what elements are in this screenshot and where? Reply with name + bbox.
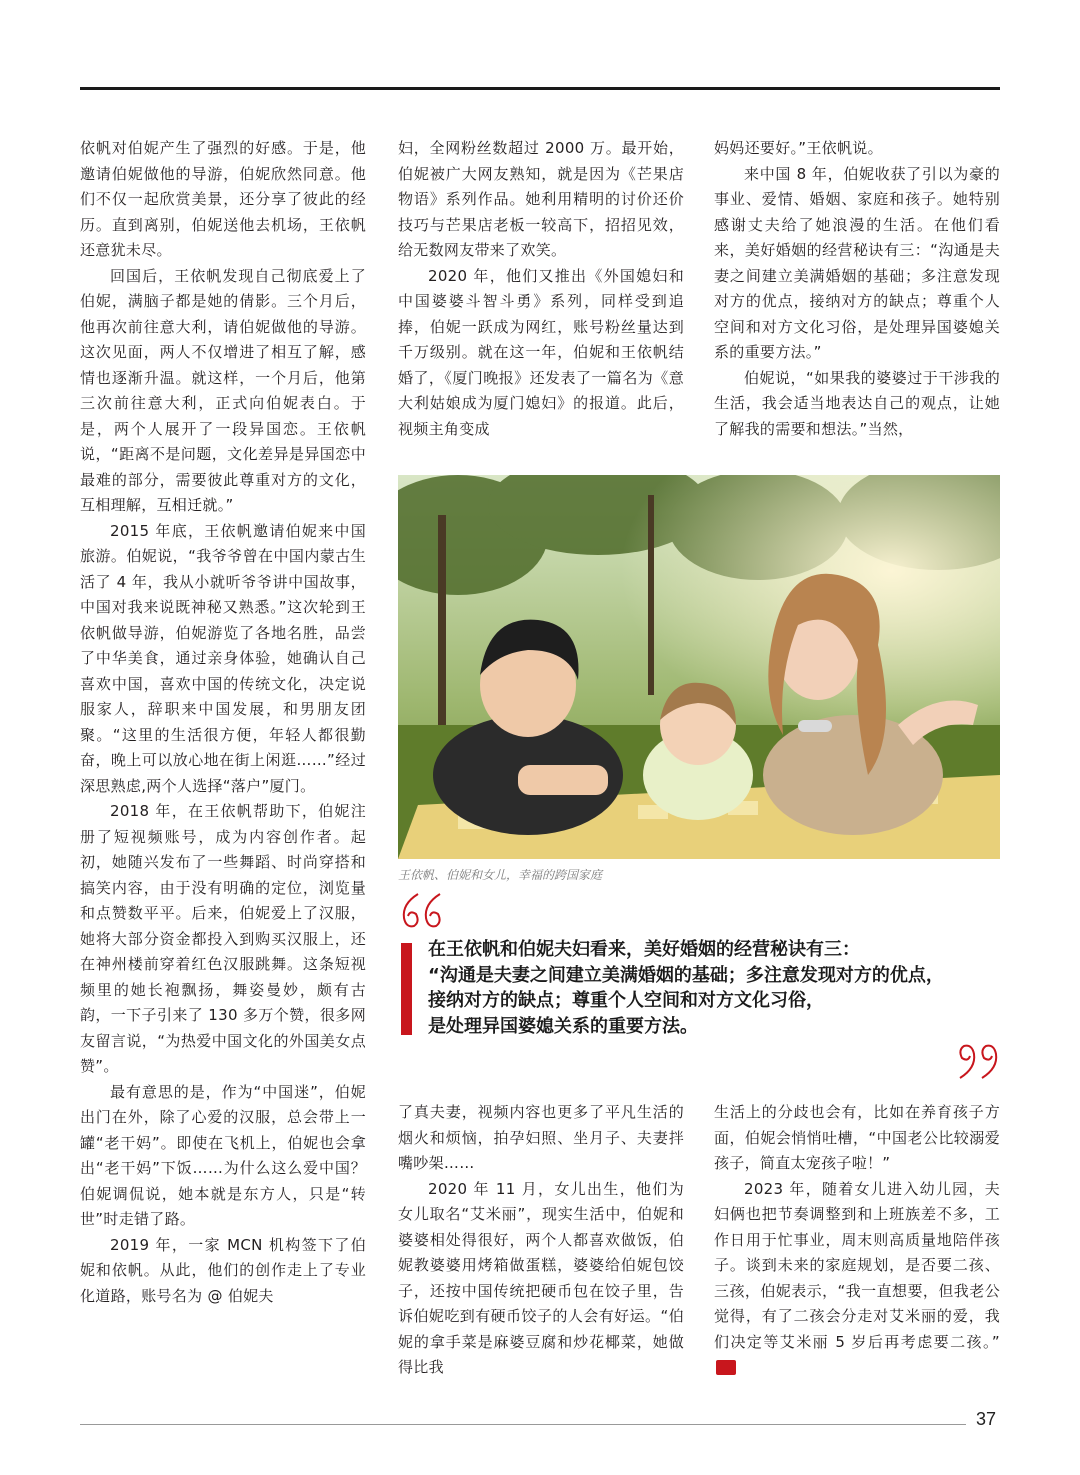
article-column-right-bottom bbox=[714, 1100, 1000, 1381]
article-paragraph: 伯妮说，“如果我的婆婆过于干涉我的生活，我会适当地表达自己的观点，让她了解我的需要和想法。”当然， bbox=[714, 368, 1000, 438]
article-paragraph: 生活上的分歧也会有，比如在养育孩子方面，伯妮会悄悄吐槽，“中国老公比较溺爱孩子，简直太宠孩子啦！” bbox=[714, 1103, 1000, 1172]
article-column-right-top bbox=[714, 136, 1000, 442]
end-mark-icon: m bbox=[716, 1360, 736, 1375]
article-paragraph: 来中国 8 年，伯妮收获了引以为豪的事业、爱情、婚姻、家庭和孩子。她特别感谢丈夫给了她浪漫的生活。在他们看来，美好婚姻的经营秘诀有三：“沟通是夫妻之间建立美满婚姻的基础；多注意发现对方的优点，接纳对方的缺点；尊重个人空间和对方文化习俗，是处理异国婆媳关系的重要方法。” bbox=[714, 164, 1000, 361]
page-number: 37 bbox=[976, 1409, 997, 1429]
photo-caption: 王依帆、伯妮和女儿，幸福的跨国家庭 bbox=[398, 868, 603, 882]
article-paragraph: 妇，全网粉丝数超过 2000 万。最开始，伯妮被广大网友熟知，就是因为《芒果店物语》系列作品。她利用精明的讨价还价技巧与芒果店老板一较高下，招招见效，给无数网友带来了欢笑。 bbox=[398, 139, 684, 259]
pull-quote-accent-bar bbox=[401, 943, 412, 1035]
pull-quote bbox=[428, 937, 1008, 1039]
article-column-left bbox=[80, 136, 366, 1309]
pull-quote-line: 在王依帆和伯妮夫妇看来，美好婚姻的经营秘诀有三： bbox=[428, 939, 860, 960]
article-paragraph: 2020 年，他们又推出《外国媳妇和中国婆婆斗智斗勇》系列，同样受到追捧，伯妮一跃成为网红，账号粉丝量达到千万级别。就在这一年，伯妮和王依帆结婚了，《厦门晚报》还发表了一篇名为《意大利姑娘成为厦门媳妇》的报道。此后，视频主角变成 bbox=[398, 266, 684, 438]
close-quote-icon bbox=[952, 1040, 1002, 1082]
footer-rule bbox=[80, 1424, 966, 1425]
article-paragraph: 了真夫妻，视频内容也更多了平凡生活的烟火和烦恼，拍孕妇照、坐月子、夫妻拌嘴吵架…… bbox=[398, 1103, 684, 1172]
article-paragraph: 2018 年，在王依帆帮助下，伯妮注册了短视频账号，成为内容创作者。起初，她随兴发布了一些舞蹈、时尚穿搭和搞笑内容，由于没有明确的定位，浏览量和点赞数平平。后来，伯妮爱上了汉服，她将大部分资金都投入到购买汉服上，还在神州楼前穿着红色汉服跳舞。这条短视频里的她长袍飘扬，舞姿曼妙，颇有古韵，一下子引来了 130 多万个赞，很多网友留言说，“为热爱中国文化的外国美女点赞”。 bbox=[80, 802, 366, 1075]
article-paragraph: 2015 年底，王依帆邀请伯妮来中国旅游。伯妮说，“我爷爷曾在中国内蒙古生活了 4 年，我从小就听爷爷讲中国故事，中国对我来说既神秘又熟悉。”这次轮到王依帆做导游，伯妮游览了各地名胜，品尝了中华美食，通过亲身体验，她确认自己喜欢中国，喜欢中国的传统文化，决定说服家人，辞职来中国发展，和男朋友团聚。“这里的生活很方便，年轻人都很勤奋，晚上可以放心地在街上闲逛……”经过深思熟虑,两个人选择“落户”厦门。 bbox=[80, 521, 366, 795]
article-paragraph: 2019 年，一家 MCN 机构签下了伯妮和依帆。从此，他们的创作走上了专业化道路，账号名为 @ 伯妮夫 bbox=[80, 1235, 366, 1305]
article-paragraph: 回国后，王依帆发现自己彻底爱上了伯妮，满脑子都是她的倩影。三个月后，他再次前往意大利，请伯妮做他的导游。这次见面，两人不仅增进了相互了解，感情也逐渐升温。就这样，一个月后，他第三次前往意大利，正式向伯妮表白。于是，两个人展开了一段异国恋。王依帆说，“距离不是问题，文化差异是异国恋中最难的部分，需要彼此尊重对方的文化，互相理解，互相迁就。” bbox=[80, 266, 366, 514]
top-rule bbox=[80, 87, 1000, 90]
family-photo-illustration bbox=[398, 475, 1000, 859]
pull-quote-line: 是处理异国婆媳关系的重要方法。 bbox=[428, 1015, 698, 1037]
article-paragraph: 最有意思的是，作为“中国迷”，伯妮出门在外，除了心爱的汉服，总会带上一罐“老干妈”。即使在飞机上，伯妮也会拿出“老干妈”下饭……为什么这么爱中国？伯妮调侃说，她本就是东方人，只是“转世”时走错了路。 bbox=[80, 1082, 366, 1228]
open-quote-icon bbox=[398, 890, 448, 932]
article-paragraph: 2020 年 11 月，女儿出生，他们为女儿取名“艾米丽”，现实生活中，伯妮和婆婆相处得很好，两个人都喜欢做饭，伯妮教婆婆用烤箱做蛋糕，婆婆给伯妮包饺子，还按中国传统把硬币包在饺子里，告诉伯妮吃到有硬币饺子的人会有好运。“伯妮的拿手菜是麻婆豆腐和炒花椰菜，她做得比我 bbox=[398, 1179, 684, 1376]
pull-quote-line: “沟通是夫妻之间建立美满婚姻的基础；多注意发现对方的优点， bbox=[428, 964, 944, 986]
article-column-middle-bottom bbox=[398, 1100, 684, 1381]
pull-quote-line: 接纳对方的缺点；尊重个人空间和对方文化习俗， bbox=[428, 990, 824, 1011]
article-column-middle-top bbox=[398, 136, 684, 442]
family-photo bbox=[398, 475, 1000, 859]
article-paragraph: 妈妈还要好。”王依帆说。 bbox=[714, 139, 883, 157]
article-paragraph: 2023 年，随着女儿进入幼儿园，夫妇俩也把节奏调整到和上班族差不多，工作日用于忙事业，周末则高质量地陪伴孩子。谈到未来的家庭规划，是否要二孩、三孩，伯妮表示，“我一直想要，但我老公觉得，有了二孩会分走对艾米丽的爱，我们决定等艾米丽 5 岁后再考虑要二孩。”m bbox=[714, 1179, 1000, 1374]
article-paragraph: 依帆对伯妮产生了强烈的好感。于是，他邀请伯妮做他的导游，伯妮欣然同意。他们不仅一起欣赏美景，还分享了彼此的经历。直到离别，伯妮送他去机场，王依帆还意犹未尽。 bbox=[80, 139, 366, 259]
